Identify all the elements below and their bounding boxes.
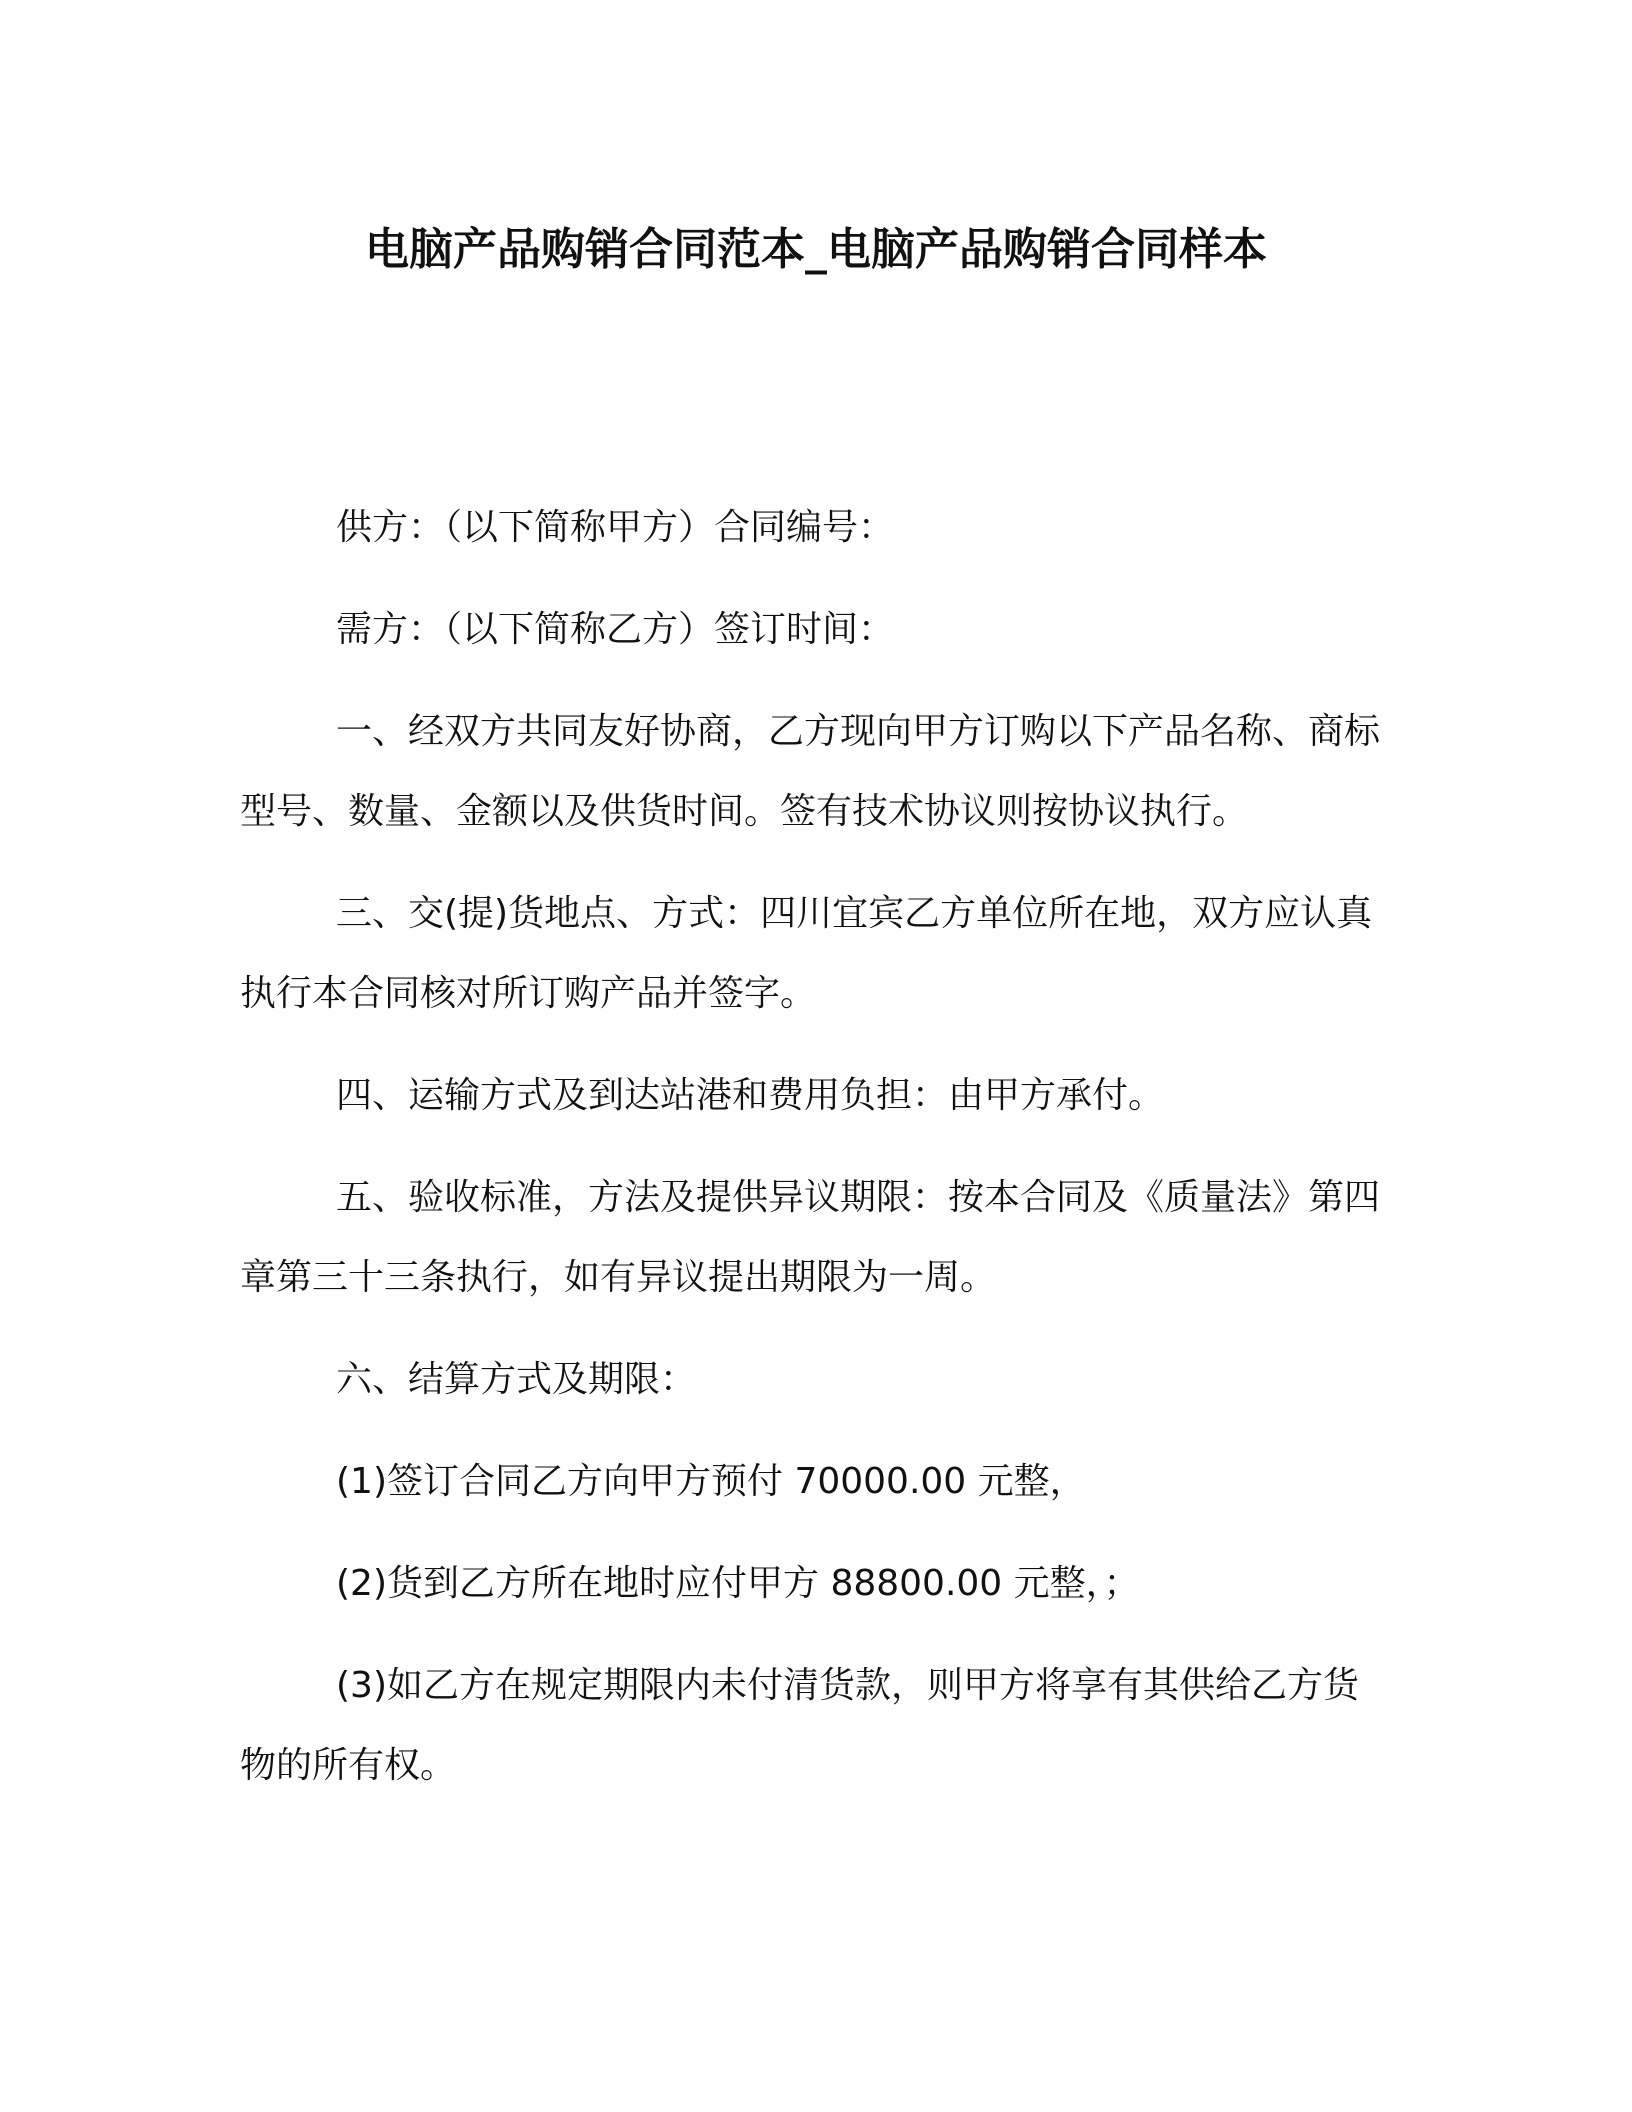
clause-6: 六、结算方式及期限： [336, 1359, 697, 1400]
supplier-line: 供方：（以下简称甲方）合同编号： [336, 507, 895, 548]
clause-6-item-2: (2)货到乙方所在地时应付甲方 88800.00 元整，； [336, 1563, 1140, 1604]
clause-4: 四、运输方式及到达站港和费用负担：由甲方承付。 [336, 1075, 1165, 1116]
document-title: 电脑产品购销合同范本_电脑产品购销合同样本 [365, 224, 1267, 275]
clause-6-item-3: (3)如乙方在规定期限内未付清货款，则甲方将享有其供给乙方货物的所有权。 [240, 1665, 1359, 1786]
clause-6-item-1: (1)签订合同乙方向甲方预付 70000.00 元整， [336, 1461, 1086, 1502]
clause-1: 一、经双方共同友好协商，乙方现向甲方订购以下产品名称、商标型号、数量、金额以及供货时间。签有技术协议则按协议执行。 [240, 711, 1381, 832]
buyer-line: 需方：（以下简称乙方）签订时间： [336, 609, 895, 650]
document-body [240, 488, 1390, 1828]
clause-5: 五、验收标准，方法及提供异议期限：按本合同及《质量法》第四章第三十三条执行，如有异议提出期限为一周。 [240, 1177, 1381, 1298]
clause-3: 三、交(提)货地点、方式：四川宜宾乙方单位所在地，双方应认真执行本合同核对所订购产品并签字。 [240, 893, 1373, 1014]
